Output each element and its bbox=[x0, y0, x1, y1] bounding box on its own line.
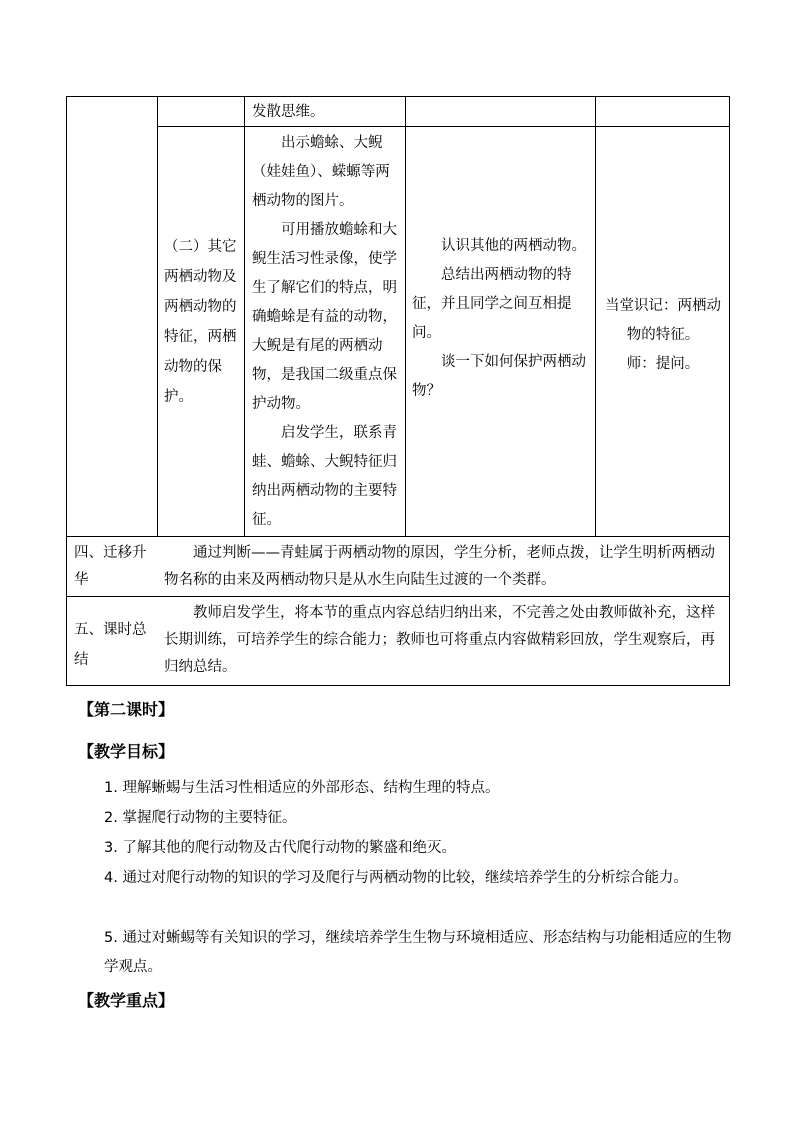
step-text: （二）其它两栖动物及两栖动物的特征，两栖动物的保护。 bbox=[164, 239, 237, 405]
assessment-text: 师：提问。 bbox=[626, 356, 700, 372]
cell-teacher-row2 bbox=[252, 129, 400, 535]
row-divider bbox=[157, 126, 730, 127]
lesson2-heading: 【第二课时】 bbox=[78, 700, 175, 719]
cell-step-row2 bbox=[164, 232, 239, 412]
student-para: 认识其他的两栖动物。 bbox=[441, 238, 586, 254]
objective-item: 3. 了解其他的爬行动物及古代爬行动物的繁盛和绝灭。 bbox=[104, 840, 456, 856]
table-border-left bbox=[66, 96, 67, 686]
phase5-content: 教师启发学生，将本节的重点内容总结归纳出来，不完善之处由教师做补充，这样长期训练，可培养学生的综合能力；教师也可将重点内容做精彩回放，学生观察后，再归纳总结。 bbox=[164, 605, 715, 675]
col-divider bbox=[405, 96, 406, 536]
cell-student-row2 bbox=[412, 232, 592, 406]
keypoints-heading: 【教学重点】 bbox=[78, 991, 175, 1010]
objectives-heading: 【教学目标】 bbox=[78, 742, 175, 761]
objective-text: 4. 通过对爬行动物的知识的学习及爬行与两栖动物的比较，继续培养学生的分析综合能力。 bbox=[104, 870, 688, 886]
objective-item bbox=[104, 864, 744, 893]
cell-assessment-row2 bbox=[599, 292, 727, 379]
phase4-content: 通过判断——青蛙属于两栖动物的原因，学生分析，老师点拨，让学生明析两栖动物名称的由来及两栖动物只是从水生向陆生过渡的一个类群。 bbox=[164, 545, 715, 588]
teacher-text: 发散思维。 bbox=[252, 104, 325, 120]
row-divider bbox=[66, 536, 730, 537]
table-border-right bbox=[729, 96, 730, 686]
student-para: 谈一下如何保护两栖动物？ bbox=[412, 354, 586, 399]
row-divider bbox=[66, 596, 730, 597]
teacher-para: 启发学生，联系青蛙、蟾蜍、大鲵特征归纳出两栖动物的主要特征。 bbox=[252, 425, 397, 528]
col-divider bbox=[244, 96, 245, 536]
cell-teacher-row1 bbox=[252, 97, 400, 128]
objective-item: 2. 掌握爬行动物的主要特征。 bbox=[104, 810, 297, 826]
objective-item bbox=[104, 924, 734, 982]
col-divider bbox=[595, 96, 596, 536]
objective-text: 5. 通过对蜥蜴等有关知识的学习，继续培养学生生物与环境相适应、形态结构与功能相适应的生物学观点。 bbox=[104, 930, 732, 975]
teacher-para: 可用播放蟾蜍和大鲵生活习性录像，使学生了解它们的特点，明确蟾蜍是有益的动物，大鲵是有尾的两栖动物，是我国二级重点保护动物。 bbox=[252, 222, 397, 412]
table-border-bottom bbox=[66, 685, 730, 686]
student-para: 总结出两栖动物的特征，并且同学之间互相提问。 bbox=[412, 267, 572, 341]
lesson-table bbox=[66, 96, 730, 686]
objective-item: 1. 理解蜥蜴与生活习性相适应的外部形态、结构生理的特点。 bbox=[104, 780, 500, 796]
phase5-label: 五、课时总结 bbox=[74, 622, 147, 668]
assessment-text: 当堂识记：两栖动物的特征。 bbox=[605, 298, 721, 343]
phase4-label: 四、迁移升华 bbox=[74, 545, 147, 588]
col-divider bbox=[157, 96, 158, 536]
teacher-para: 出示蟾蜍、大鲵（娃娃鱼）、蝾螈等两栖动物的图片。 bbox=[252, 135, 390, 209]
